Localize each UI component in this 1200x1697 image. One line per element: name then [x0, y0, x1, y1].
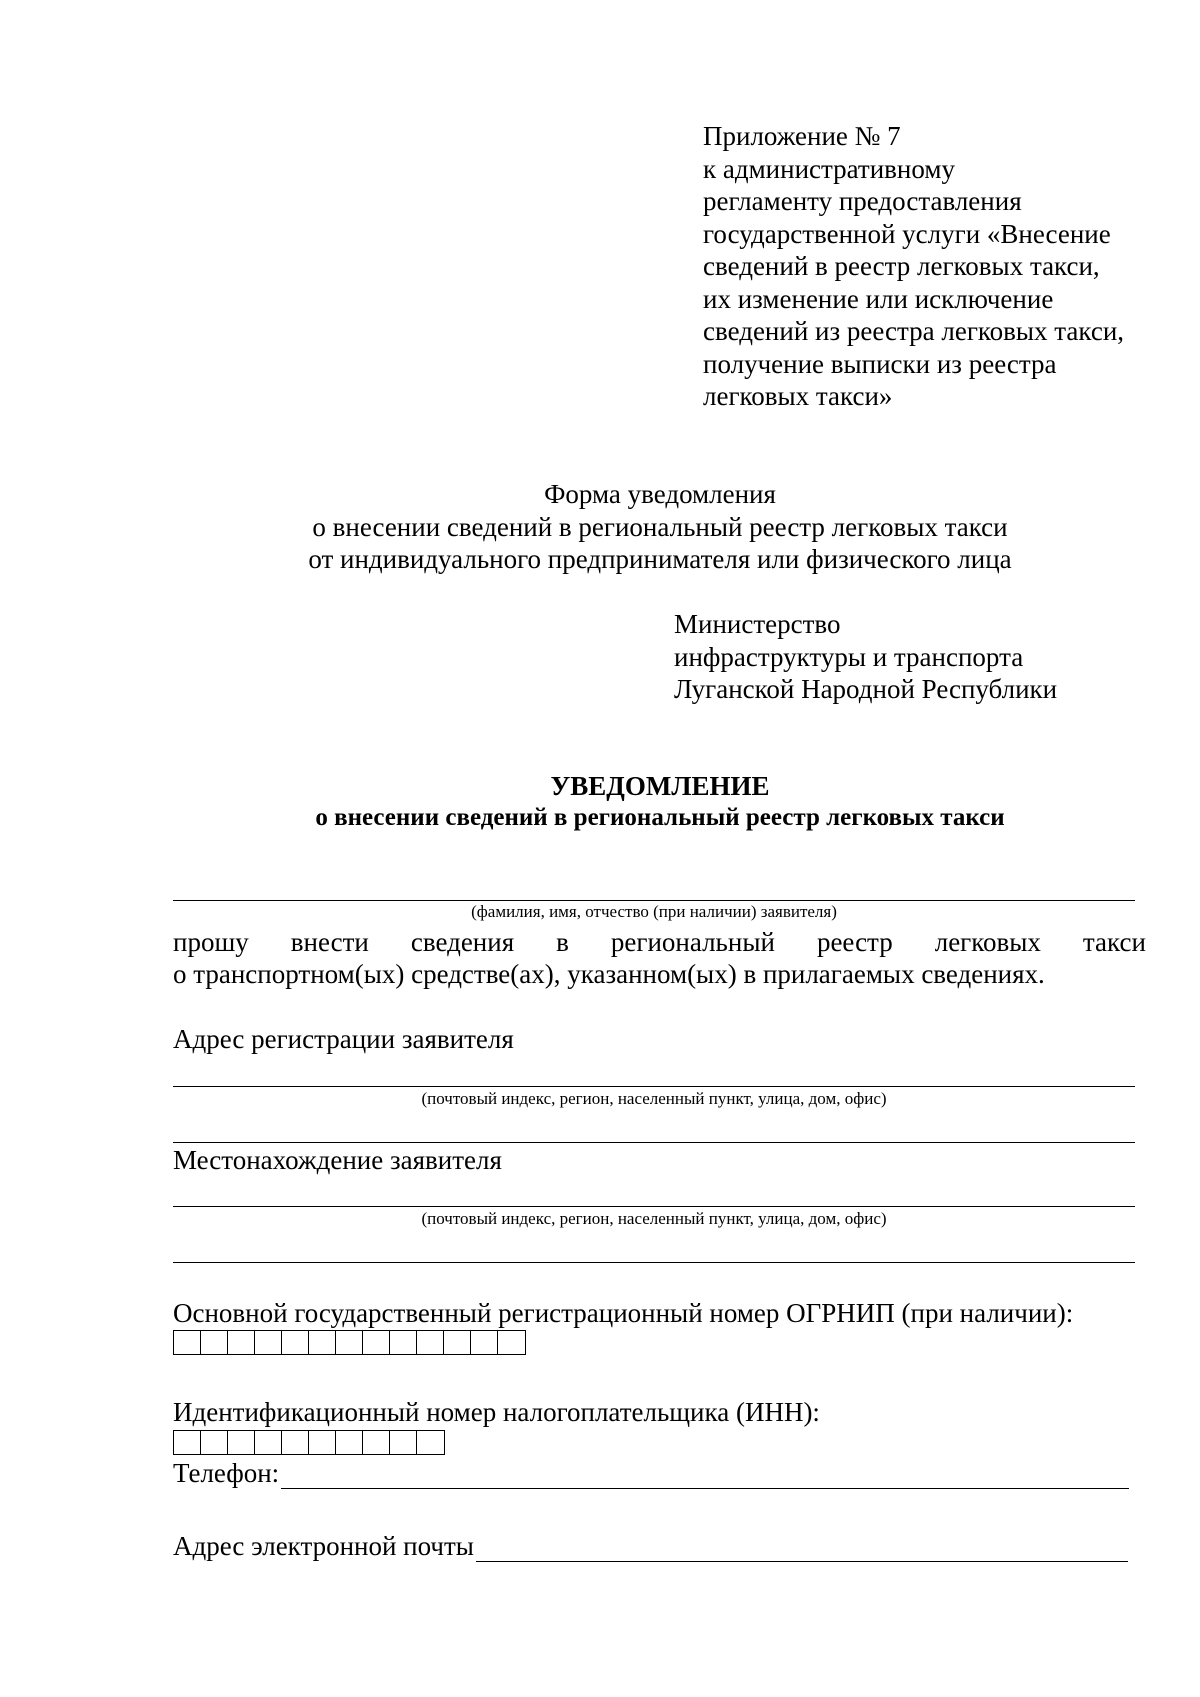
- ogrnip-cell[interactable]: [308, 1330, 335, 1355]
- registration-address-field-2[interactable]: [173, 1142, 1135, 1143]
- location-caption: (почтовый индекс, регион, населенный пункт, улица, дом, офис): [421, 1209, 887, 1228]
- appendix-line: легковых такси»: [703, 381, 893, 411]
- appendix-line: государственной услуги «Внесение: [703, 218, 1111, 249]
- request-text-line2: о транспортном(ых) средстве(ах), указанном(ых) в прилагаемых сведениях.: [173, 959, 1045, 989]
- ogrnip-cell[interactable]: [335, 1330, 362, 1355]
- ogrnip-cell[interactable]: [416, 1330, 443, 1355]
- inn-cell[interactable]: [254, 1430, 281, 1455]
- applicant-name-caption: (фамилия, имя, отчество (при наличии) заявителя): [471, 902, 837, 921]
- appendix-line: получение выписки из реестра: [703, 348, 1057, 379]
- form-title-line: от индивидуального предпринимателя или физического лица: [308, 544, 1012, 574]
- request-text-line1: [173, 926, 1146, 958]
- ogrnip-cell[interactable]: [362, 1330, 389, 1355]
- form-title-line: Форма уведомления: [544, 479, 776, 509]
- inn-cell[interactable]: [173, 1430, 200, 1455]
- email-label: Адрес электронной почты: [173, 1531, 474, 1561]
- phone-row: [173, 1457, 1129, 1489]
- inn-label: Идентификационный номер налогоплательщика (ИНН):: [173, 1397, 820, 1427]
- ogrnip-label: Основной государственный регистрационный номер ОГРНИП (при наличии):: [173, 1298, 1074, 1328]
- notice-title: УВЕДОМЛЕНИЕ: [550, 771, 770, 801]
- recipient-line: Министерство: [674, 609, 841, 639]
- inn-cell[interactable]: [335, 1430, 362, 1455]
- registration-address-field[interactable]: [173, 1086, 1135, 1087]
- ogrnip-cell[interactable]: [389, 1330, 416, 1355]
- inn-cell[interactable]: [416, 1430, 445, 1455]
- inn-cells[interactable]: [173, 1430, 445, 1455]
- registration-address-label: Адрес регистрации заявителя: [173, 1024, 514, 1054]
- appendix-line: сведений в реестр легковых такси,: [703, 251, 1100, 281]
- ogrnip-cell[interactable]: [443, 1330, 470, 1355]
- inn-cell[interactable]: [227, 1430, 254, 1455]
- ogrnip-cell[interactable]: [173, 1330, 200, 1355]
- request-word: такси: [1082, 927, 1146, 957]
- recipient-line: Луганской Народной Республики: [674, 674, 1058, 704]
- form-title-line: о внесении сведений в региональный реестр легковых такси: [312, 511, 1008, 542]
- request-word: внести: [290, 927, 369, 957]
- request-word: реестр: [816, 927, 893, 957]
- registration-address-caption: (почтовый индекс, регион, населенный пункт, улица, дом, офис): [421, 1089, 887, 1108]
- appendix-line: регламенту предоставления: [703, 186, 1022, 216]
- request-word: региональный: [610, 927, 775, 957]
- request-word: сведения: [410, 927, 515, 957]
- request-word: легковых: [934, 927, 1041, 957]
- email-row: [173, 1530, 1128, 1562]
- appendix-line: сведений из реестра легковых такси,: [703, 316, 1125, 346]
- ogrnip-cell[interactable]: [470, 1330, 497, 1355]
- location-field-2[interactable]: [173, 1262, 1135, 1263]
- inn-cell[interactable]: [281, 1430, 308, 1455]
- request-word: в: [556, 927, 569, 957]
- recipient-line: инфраструктуры и транспорта: [674, 641, 1024, 672]
- ogrnip-cell[interactable]: [497, 1330, 526, 1355]
- appendix-line: Приложение № 7: [703, 121, 901, 151]
- ogrnip-cells[interactable]: [173, 1330, 526, 1355]
- inn-cell[interactable]: [389, 1430, 416, 1455]
- ogrnip-cell[interactable]: [227, 1330, 254, 1355]
- location-label: Местонахождение заявителя: [173, 1145, 502, 1175]
- email-field[interactable]: [476, 1535, 1128, 1562]
- ogrnip-cell[interactable]: [281, 1330, 308, 1355]
- appendix-line: их изменение или исключение: [703, 283, 1054, 314]
- ogrnip-cell[interactable]: [200, 1330, 227, 1355]
- notice-subtitle: о внесении сведений в региональный реестр легковых такси: [315, 804, 1005, 831]
- location-field[interactable]: [173, 1206, 1135, 1207]
- recipient-block: [674, 608, 1174, 706]
- inn-cell[interactable]: [200, 1430, 227, 1455]
- request-word: прошу: [173, 927, 249, 957]
- phone-label: Телефон:: [173, 1458, 280, 1488]
- ogrnip-cell[interactable]: [254, 1330, 281, 1355]
- appendix-line: к административному: [703, 153, 955, 184]
- applicant-name-field[interactable]: [173, 900, 1135, 901]
- inn-cell[interactable]: [362, 1430, 389, 1455]
- phone-field[interactable]: [281, 1462, 1129, 1489]
- appendix-note: [703, 120, 1173, 413]
- inn-cell[interactable]: [308, 1430, 335, 1455]
- form-title: [0, 478, 1200, 576]
